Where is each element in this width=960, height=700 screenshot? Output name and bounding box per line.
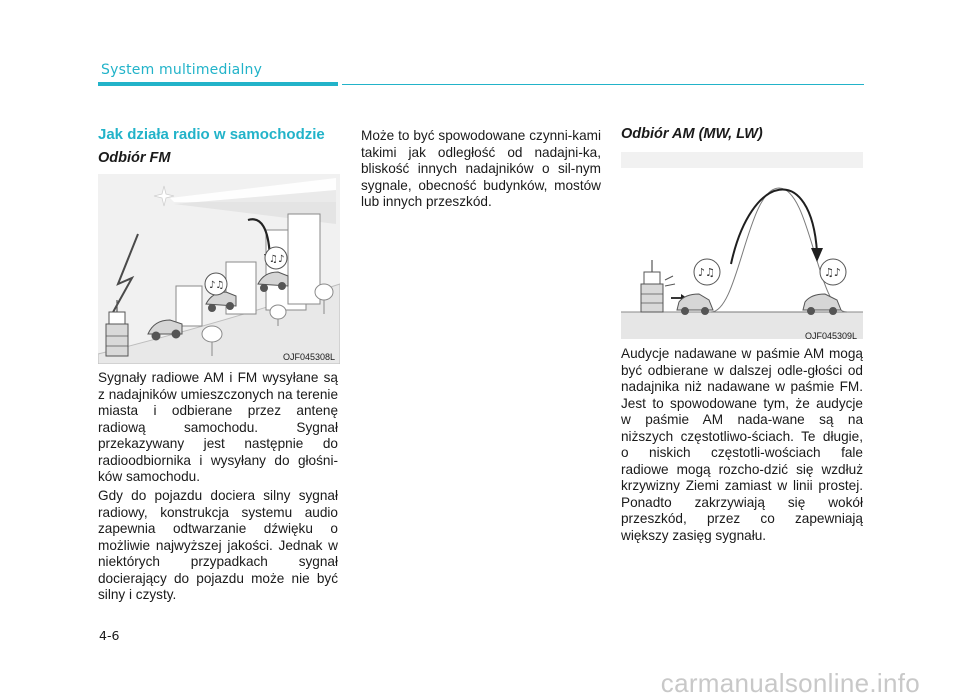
page-number: 4-6	[99, 628, 120, 643]
am-reception-illustration	[621, 152, 863, 339]
fm-reception-illustration	[98, 174, 340, 364]
fm-subheading: Odbiór FM	[98, 150, 171, 166]
middle-paragraph: Może to być spowodowane czynni-kami takimi jak odległość od nadajni-ka, bliskość innych nadajników o sil-nym sygnale, obecność budynków, mostów lub innych przeszkód.	[361, 128, 601, 209]
am-figure-code: OJF045309L	[805, 331, 858, 341]
svg-text:♫♪: ♫♪	[269, 254, 285, 265]
fm-figure-code: OJF045308L	[283, 352, 336, 362]
section-heading: Jak działa radio w samochodzie	[98, 126, 325, 143]
fm-paragraph-1: Sygnały radiowe AM i FM wysyłane są z nadajników umieszczonych na terenie miasta i odbierane przez antenę radiową samochodu. Sygnał przekazywany jest następnie do radioodbiornika i wysyłany do głośni-ków samochodu.	[98, 370, 338, 484]
fm-paragraph-2: Gdy do pojazdu dociera silny sygnał radiowy, konstrukcja systemu audio zapewnia odtwarzanie dźwięku o możliwie najwyższej jakości. Jednak w niektórych przypadkach sygnał docierający do pojazdu może nie być silny i czysty.	[98, 488, 338, 602]
section-header-title: System multimedialny	[101, 62, 263, 78]
watermark: carmanualsonline.info	[660, 668, 920, 698]
am-paragraph: Audycje nadawane w paśmie AM mogą być odbierane w dalszej odle-głości od nadajnika niż nadawane w paśmie FM. Jest to spowodowane tym, że audycje w paśmie AM nada-wane są na niższych częstotliwo-ściach. Te długie, o niskich częstotli-wościach fale radiowe mogą rozcho-dzić się wzdłuż krzywizny Ziemi zamiast w linii prostej. Ponadto zakrzywiają się wokół przeszkód, przez co zapewniają większy zasięg sygnału.	[621, 346, 863, 543]
header-rule-thick	[98, 82, 338, 86]
header-rule-thin	[342, 84, 864, 85]
svg-text:♪♫: ♪♫	[209, 280, 225, 291]
svg-text:♪♫: ♪♫	[698, 266, 715, 279]
svg-text:♫♪: ♫♪	[824, 266, 841, 279]
am-subheading: Odbiór AM (MW, LW)	[621, 126, 763, 142]
